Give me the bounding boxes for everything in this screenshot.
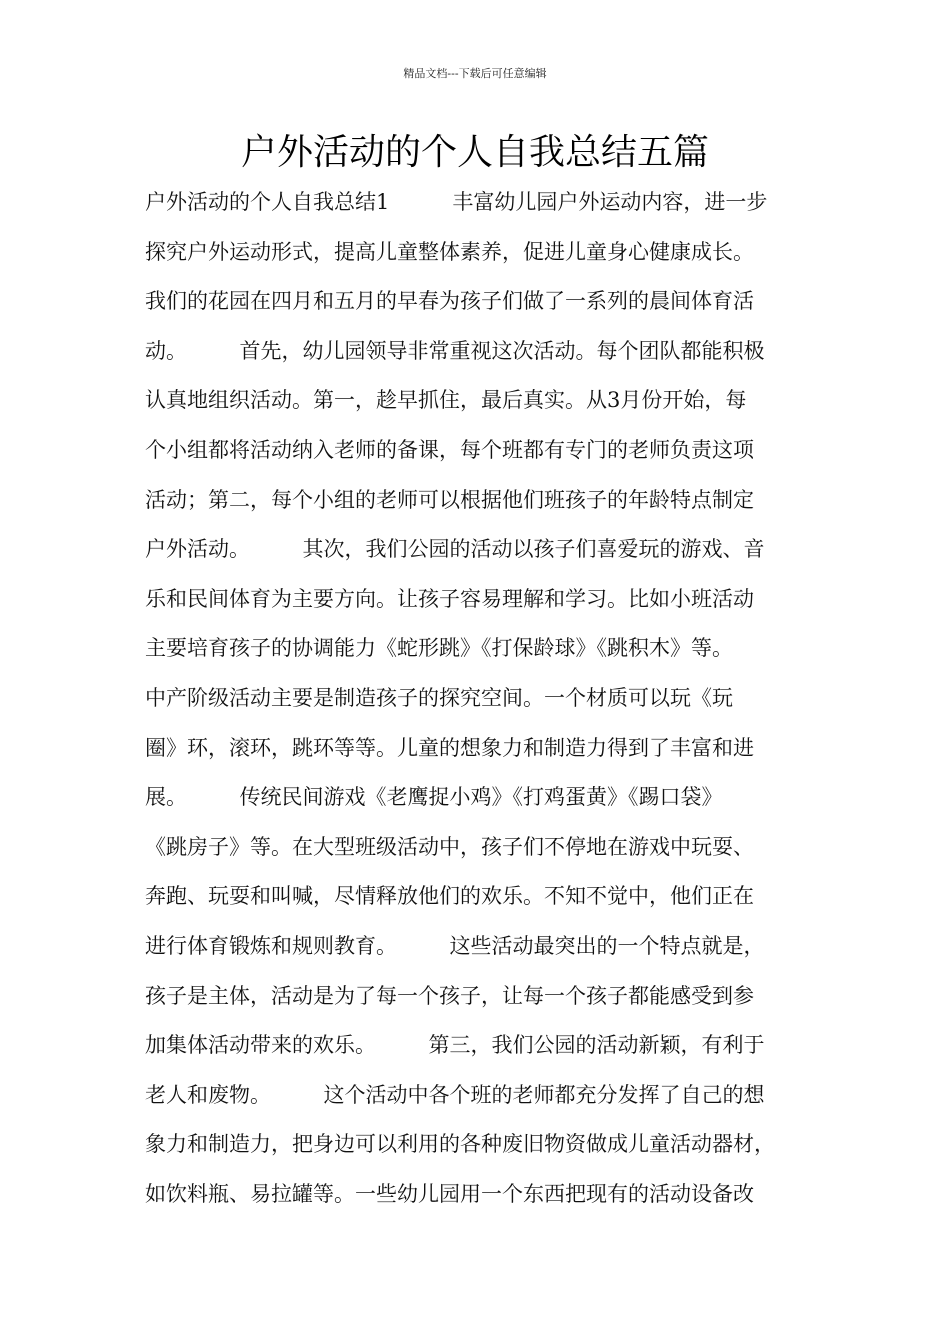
body-line: 我们的花园在四月和五月的早春为孩子们做了一系列的晨间体育活 — [145, 289, 754, 314]
body-line: 如饮料瓶、易拉罐等。一些幼儿园用一个东西把现有的活动设备改 — [145, 1181, 754, 1206]
body-line: 主要培育孩子的协调能力《蛇形跳》《打保龄球》《跳积木》等。 — [145, 636, 733, 661]
body-line: 进行体育锻炼和规则教育。 这些活动最突出的一个特点就是， — [145, 933, 765, 958]
document-title: 户外活动的个人自我总结五篇 — [240, 132, 709, 173]
body-line: 老人和废物。 这个活动中各个班的老师都充分发挥了自己的想 — [145, 1082, 765, 1107]
document-body — [145, 178, 825, 1219]
body-line: 个小组都将活动纳入老师的备课，每个班都有专门的老师负责这项 — [145, 437, 754, 462]
body-line: 奔跑、玩耍和叫喊，尽情释放他们的欢乐。不知不觉中，他们正在 — [145, 884, 754, 909]
body-line: 孩子是主体，活动是为了每一个孩子，让每一个孩子都能感受到参 — [145, 983, 754, 1008]
body-line: 户外活动的个人自我总结1 丰富幼儿园户外运动内容，进一步 — [145, 190, 768, 214]
body-line: 加集体活动带来的欢乐。 第三，我们公园的活动新颖，有利于 — [145, 1033, 765, 1058]
page-header-note: 精品文档---下载后可任意编辑 — [403, 67, 547, 80]
body-line: 乐和民间体育为主要方向。让孩子容易理解和学习。比如小班活动 — [145, 586, 754, 611]
body-line: 《跳房子》等。在大型班级活动中，孩子们不停地在游戏中玩耍、 — [145, 834, 754, 859]
body-line: 圈》环，滚环，跳环等等。儿童的想象力和制造力得到了丰富和进 — [145, 735, 754, 760]
body-line: 认真地组织活动。第一，趁早抓住，最后真实。从3月份开始，每 — [145, 388, 747, 413]
body-line: 中产阶级活动主要是制造孩子的探究空间。一个材质可以玩《玩 — [145, 685, 733, 710]
body-line: 动。 首先，幼儿园领导非常重视这次活动。每个团队都能积极 — [145, 338, 765, 363]
body-line: 象力和制造力，把身边可以利用的各种废旧物资做成儿童活动器材， — [145, 1132, 775, 1157]
body-line: 展。 传统民间游戏《老鹰捉小鸡》《打鸡蛋黄》《踢口袋》 — [145, 785, 723, 810]
body-line: 探究户外运动形式，提高儿童整体素养，促进儿童身心健康成长。 — [145, 239, 754, 264]
body-line: 活动；第二，每个小组的老师可以根据他们班孩子的年龄特点制定 — [145, 487, 754, 512]
body-line: 户外活动。 其次，我们公园的活动以孩子们喜爱玩的游戏、音 — [145, 537, 765, 562]
